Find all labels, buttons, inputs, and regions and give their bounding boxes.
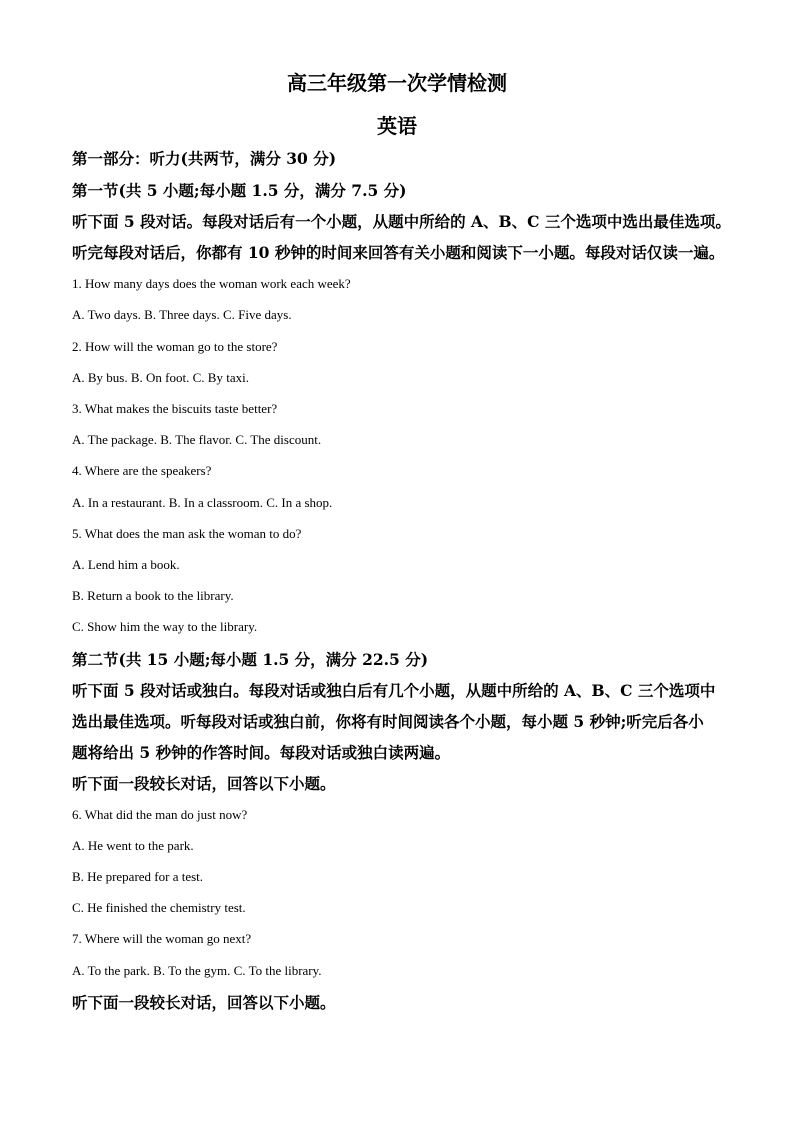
option-6a: A. He went to the park. <box>72 838 194 853</box>
option-6b: B. He prepared for a test. <box>72 869 204 884</box>
section1-instruction: 听下面 5 段对话。每段对话后有一个小题，从题中所给的 A、B、C 三个选项中选出最佳选项。 <box>72 212 731 231</box>
subject-title: 英语 <box>377 114 417 138</box>
section1-instruction: 听完每段对话后，你都有 10 秒钟的时间来回答有关小题和阅读下一小题。每段对话仅读一遍。 <box>72 243 725 262</box>
dialogue-prompt: 听下面一段较长对话，回答以下小题。 <box>72 774 336 793</box>
question-4: 4. Where are the speakers? <box>72 463 212 478</box>
exam-title: 高三年级第一次学情检测 <box>287 71 507 95</box>
option-5c: C. Show him the way to the library. <box>72 619 258 634</box>
question-7: 7. Where will the woman go next? <box>72 931 252 946</box>
option-6c: C. He finished the chemistry test. <box>72 900 246 915</box>
question-6: 6. What did the man do just now? <box>72 807 248 822</box>
options-7: A. To the park. B. To the gym. C. To the library. <box>72 963 322 978</box>
options-1: A. Two days. B. Three days. C. Five days. <box>72 307 292 322</box>
options-3: A. The package. B. The flavor. C. The discount. <box>72 432 322 447</box>
section2-instruction: 选出最佳选项。听每段对话或独白前，你将有时间阅读各个小题，每小题 5 秒钟;听完后各小 <box>72 712 704 731</box>
option-5a: A. Lend him a book. <box>72 557 180 572</box>
options-2: A. By bus. B. On foot. C. By taxi. <box>72 370 249 385</box>
section2-heading: 第二节(共 15 小题;每小题 1.5 分，满分 22.5 分) <box>72 650 429 669</box>
question-3: 3. What makes the biscuits taste better? <box>72 401 278 416</box>
section1-heading: 第一节(共 5 小题;每小题 1.5 分，满分 7.5 分) <box>72 181 407 200</box>
section2-instruction: 题将给出 5 秒钟的作答时间。每段对话或独白读两遍。 <box>72 743 451 762</box>
question-1: 1. How many days does the woman work each week? <box>72 276 351 291</box>
question-5: 5. What does the man ask the woman to do? <box>72 526 302 541</box>
section2-instruction: 听下面 5 段对话或独白。每段对话或独白后有几个小题，从题中所给的 A、B、C 三个选项中 <box>72 681 716 700</box>
options-4: A. In a restaurant. B. In a classroom. C. In a shop. <box>72 495 333 510</box>
option-5b: B. Return a book to the library. <box>72 588 234 603</box>
part1-heading: 第一部分：听力(共两节，满分 30 分) <box>72 149 337 168</box>
dialogue-prompt: 听下面一段较长对话，回答以下小题。 <box>72 993 336 1012</box>
question-2: 2. How will the woman go to the store? <box>72 339 278 354</box>
